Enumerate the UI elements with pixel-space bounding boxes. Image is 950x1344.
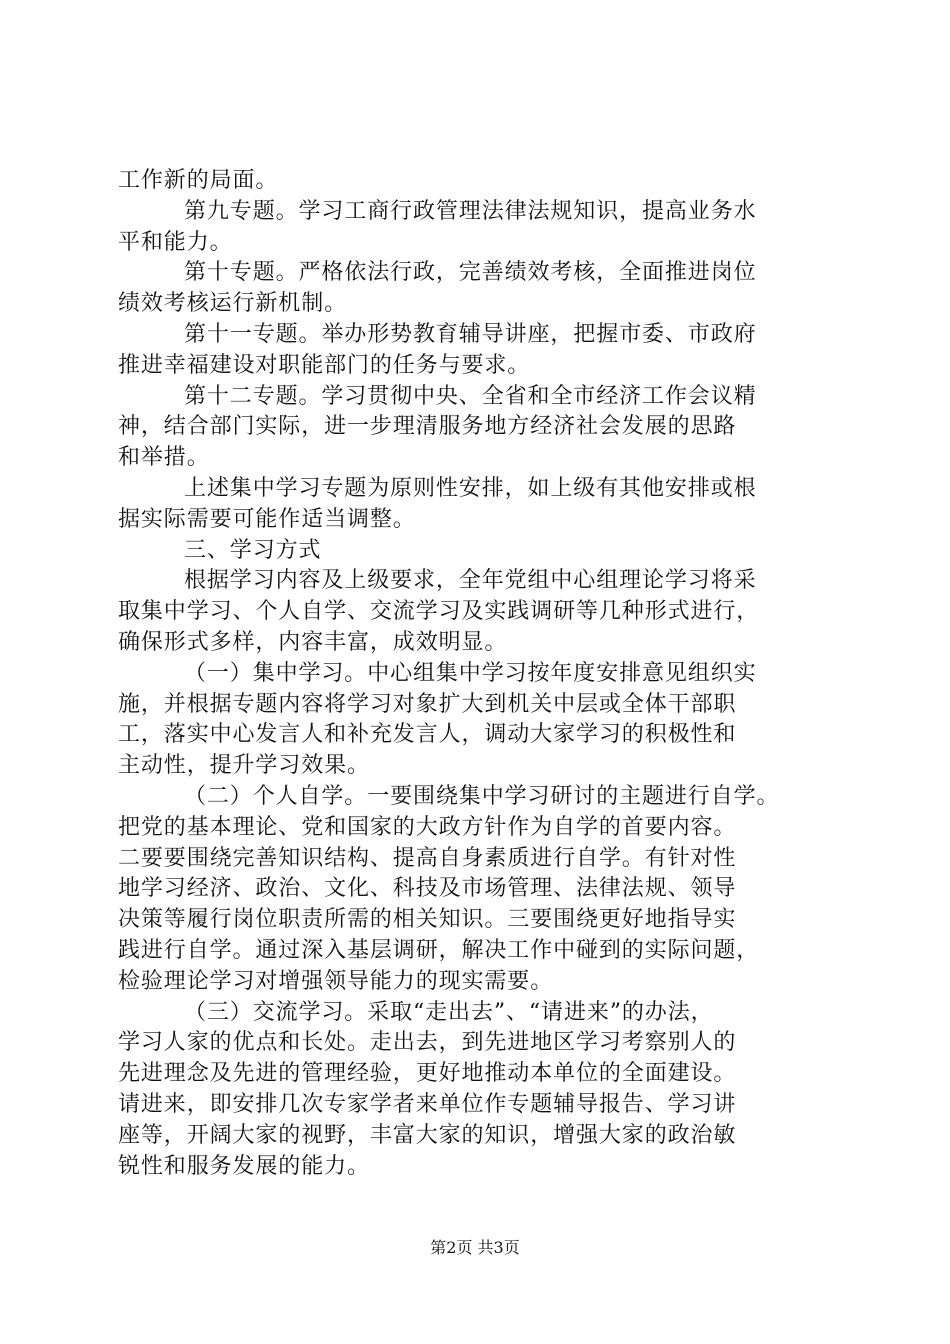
text-line: 第九专题。学习工商行政管理法律法规知识，提高业务水 <box>184 198 757 224</box>
document-body <box>118 166 838 1182</box>
text-line: 工，落实中心发言人和补充发言人，调动大家学习的积极性和 <box>118 722 737 748</box>
text-line: 第十一专题。举办形势教育辅导讲座，把握市委、市政府 <box>184 321 757 347</box>
text-line: 二要要围绕完善知识结构、提高自身素质进行自学。有针对性 <box>118 845 737 871</box>
text-line: 施，并根据专题内容将学习对象扩大到机关中层或全体干部职 <box>118 691 737 717</box>
text-line: 践进行自学。通过深入基层调研，解决工作中碰到的实际问题， <box>118 937 760 963</box>
text-line: 检验理论学习对增强领导能力的现实需要。 <box>118 968 554 994</box>
text-line: 据实际需要可能作适当调整。 <box>118 506 416 532</box>
text-line: 工作新的局面。 <box>118 168 279 193</box>
text-line: 先进理念及先进的管理经验，更好地推动本单位的全面建设。 <box>118 1061 737 1087</box>
text-line: 第十专题。严格依法行政，完善绩效考核，全面推进岗位 <box>184 260 757 286</box>
text-line: 上述集中学习专题为原则性安排，如上级有其他安排或根 <box>184 475 757 501</box>
text-line: 绩效考核运行新机制。 <box>118 291 348 317</box>
text-line: 座等，开阔大家的视野，丰富大家的知识，增强大家的政治敏 <box>118 1122 737 1148</box>
text-line: 神，结合部门实际，进一步理清服务地方经济社会发展的思路 <box>118 414 737 440</box>
text-line: 把党的基本理论、党和国家的大政方针作为自学的首要内容。 <box>118 814 737 840</box>
text-line: 决策等履行岗位职责所需的相关知识。三要围绕更好地指导实 <box>118 907 737 933</box>
text-line: （三）交流学习。采取“走出去”、“请进来”的办法， <box>184 999 714 1025</box>
text-line: 推进幸福建设对职能部门的任务与要求。 <box>118 352 531 378</box>
text-line: （二）个人自学。一要围绕集中学习研讨的主题进行自学。 <box>184 783 780 809</box>
text-line: 平和能力。 <box>118 229 233 255</box>
page-number-footer: 第2页 共3页 <box>430 1238 520 1257</box>
text-line: 和举措。 <box>118 445 210 471</box>
text-line: 取集中学习、个人自学、交流学习及实践调研等几种形式进行， <box>118 599 760 625</box>
text-line: （一）集中学习。中心组集中学习按年度安排意见组织实 <box>184 660 757 686</box>
text-line: 确保形式多样，内容丰富，成效明显。 <box>118 629 508 655</box>
text-line: 根据学习内容及上级要求，全年党组中心组理论学习将采 <box>184 568 757 594</box>
section-heading: 三、学习方式 <box>184 537 322 563</box>
text-line: 主动性，提升学习效果。 <box>118 753 370 779</box>
text-line: 锐性和服务发展的能力。 <box>118 1153 370 1179</box>
text-line: 第十二专题。学习贯彻中央、全省和全市经济工作会议精 <box>184 383 757 409</box>
text-line: 学习人家的优点和长处。走出去，到先进地区学习考察别人的 <box>118 1030 737 1056</box>
text-line: 请进来，即安排几次专家学者来单位作专题辅导报告、学习讲 <box>118 1091 737 1117</box>
text-line: 地学习经济、政治、文化、科技及市场管理、法律法规、领导 <box>118 876 737 902</box>
